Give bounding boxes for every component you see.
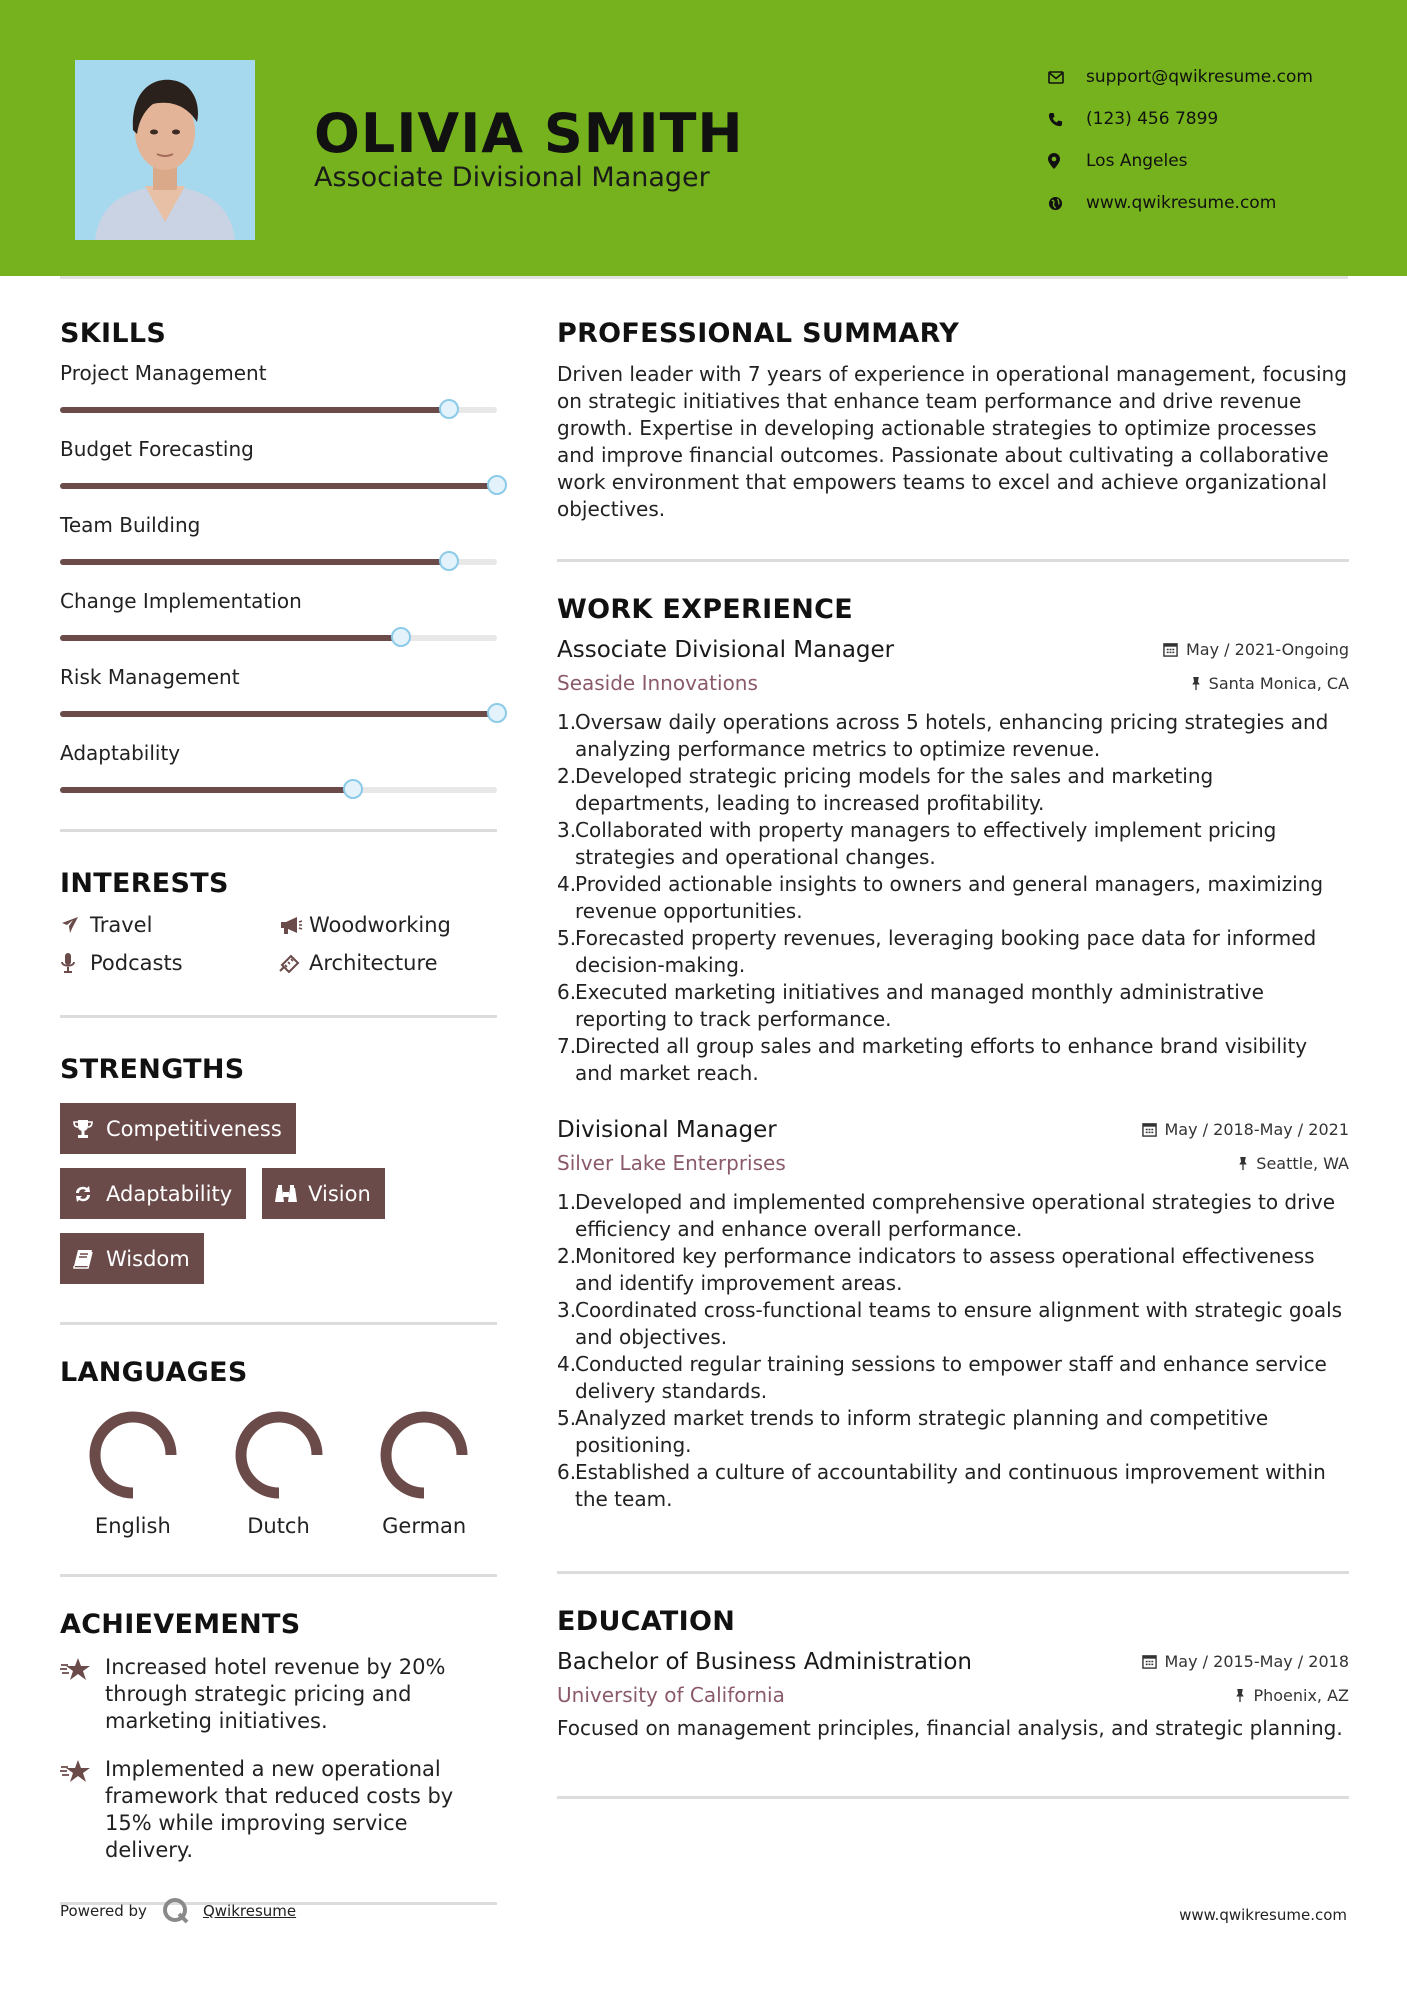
skill-name: Risk Management <box>60 665 240 689</box>
achievements-section <box>60 1609 497 1864</box>
language-item <box>206 1410 352 1538</box>
interests-list <box>60 913 497 975</box>
globe-icon <box>1048 196 1086 211</box>
language-ring <box>379 1410 469 1500</box>
refresh-icon <box>72 1184 106 1204</box>
job-bullets <box>557 709 1349 1087</box>
skill-name: Change Implementation <box>60 589 302 613</box>
languages-title: LANGUAGES <box>60 1357 248 1388</box>
contact-location <box>1048 140 1313 182</box>
job-bullet: 2. Monitored key performance indicators to assess operational effectiveness and identify improvement areas. <box>557 1244 1315 1295</box>
skill-bar <box>60 711 497 717</box>
calendar-icon <box>1142 1122 1157 1137</box>
job-date-text: May / 2018-May / 2021 <box>1164 1120 1349 1139</box>
powered-by-text: Powered by <box>60 1902 147 1920</box>
skill-item <box>60 589 497 665</box>
degree-title: Bachelor of Business Administration <box>557 1649 972 1675</box>
binoculars-icon <box>274 1184 308 1204</box>
profile-photo <box>75 60 255 240</box>
language-item <box>60 1410 206 1538</box>
pushpin-icon <box>1235 1688 1245 1703</box>
job-bullet: 4. Conducted regular training sessions to empower staff and enhance service delivery standards. <box>557 1352 1327 1403</box>
interest-label: Travel <box>90 913 153 937</box>
summary-title: PROFESSIONAL SUMMARY <box>557 318 960 349</box>
skill-bar <box>60 635 497 641</box>
contact-website[interactable] <box>1048 182 1313 224</box>
interest-item <box>60 913 279 937</box>
strength-label: Competitiveness <box>106 1116 282 1141</box>
calendar-icon <box>1142 1654 1157 1669</box>
skill-bar-knob[interactable] <box>439 551 459 571</box>
skill-bar <box>60 559 497 565</box>
language-ring <box>88 1410 178 1500</box>
contact-location-text: Los Angeles <box>1086 151 1188 171</box>
job-bullet: 6. Established a culture of accountability and continuous improvement within the team. <box>557 1460 1326 1511</box>
job-bullet: 7. Directed all group sales and marketing efforts to enhance brand visibility and market reach. <box>557 1034 1308 1085</box>
trophy-icon <box>72 1119 106 1139</box>
strength-tag <box>262 1168 385 1219</box>
job-bullet: 3. Coordinated cross-functional teams to ensure alignment with strategic goals and objectives. <box>557 1298 1343 1349</box>
company-name: Seaside Innovations <box>557 671 758 695</box>
map-pin-icon <box>1048 153 1086 169</box>
job-bullet: 5. Analyzed market trends to inform strategic planning and competitive positioning. <box>557 1406 1269 1457</box>
education-section <box>557 1606 1349 1742</box>
job-location-text: Seattle, WA <box>1256 1153 1349 1173</box>
job-bullet: 2. Developed strategic pricing models for the sales and marketing departments, leading to increased profitability. <box>557 764 1214 815</box>
interest-item <box>279 951 479 975</box>
language-name: German <box>382 1514 467 1538</box>
section-divider <box>557 1796 1349 1799</box>
job-bullet: 1. Developed and implemented comprehensive operational strategies to drive efficiency and enhance overall performance. <box>557 1190 1336 1241</box>
interest-label: Woodworking <box>309 913 451 937</box>
education-location-text: Phoenix, AZ <box>1253 1685 1349 1705</box>
achievement-item <box>60 1756 497 1864</box>
skill-name: Team Building <box>60 513 201 537</box>
education-text: Focused on management principles, financial analysis, and strategic planning. <box>557 1716 1343 1740</box>
footer-url[interactable]: www.qwikresume.com <box>1179 1906 1347 1924</box>
interests-section <box>60 868 497 975</box>
job-bullet: 4. Provided actionable insights to owners and general managers, maximizing revenue opportunities. <box>557 872 1324 923</box>
job-title: Divisional Manager <box>557 1117 777 1143</box>
school-name: University of California <box>557 1683 785 1707</box>
job-title: Associate Divisional Manager <box>557 637 895 663</box>
achievement-text: Implemented a new operational framework that reduced costs by 15% while improving service delivery. <box>105 1757 454 1862</box>
candidate-title: Associate Divisional Manager <box>314 162 710 193</box>
skill-item <box>60 513 497 589</box>
skill-bar-knob[interactable] <box>343 779 363 799</box>
job-bullets <box>557 1189 1349 1513</box>
contact-phone[interactable] <box>1048 98 1313 140</box>
job-date <box>1142 1120 1350 1139</box>
skill-name: Adaptability <box>60 741 181 765</box>
skill-bar-knob[interactable] <box>487 703 507 723</box>
achievement-text: Increased hotel revenue by 20% through strategic pricing and marketing initiatives. <box>105 1655 446 1733</box>
experience-title: WORK EXPERIENCE <box>557 594 853 625</box>
left-column <box>60 318 497 1905</box>
job-date <box>1163 640 1349 659</box>
star-icon <box>60 1756 105 1864</box>
ruler-pencil-icon <box>279 953 309 973</box>
pushpin-icon <box>1191 676 1201 691</box>
skill-bar-fill <box>60 635 401 641</box>
strength-label: Wisdom <box>106 1246 190 1271</box>
skill-bar-fill <box>60 787 353 793</box>
skill-bar-fill <box>60 483 497 489</box>
skill-item <box>60 665 497 741</box>
right-column <box>557 318 1349 1799</box>
strength-tag <box>60 1103 296 1154</box>
qwikresume-logo-icon <box>161 1896 191 1926</box>
achievements-title: ACHIEVEMENTS <box>60 1609 301 1640</box>
skills-list <box>60 361 497 817</box>
interest-item <box>279 913 479 937</box>
job-entry <box>557 637 1349 1087</box>
language-name: Dutch <box>247 1514 310 1538</box>
section-divider <box>60 1574 497 1577</box>
strength-label: Vision <box>308 1181 371 1206</box>
interest-item <box>60 951 279 975</box>
strength-label: Adaptability <box>106 1181 233 1206</box>
section-divider <box>557 1571 1349 1574</box>
job-location <box>1191 674 1349 693</box>
skill-bar <box>60 483 497 489</box>
achievement-item <box>60 1654 497 1735</box>
skill-bar <box>60 787 497 793</box>
section-divider <box>557 559 1349 562</box>
contact-email-text: support@qwikresume.com <box>1086 67 1313 87</box>
contact-website-text: www.qwikresume.com <box>1086 193 1277 213</box>
section-divider <box>60 1322 497 1325</box>
job-location <box>1238 1154 1349 1173</box>
strength-tag <box>60 1168 246 1219</box>
skill-bar-fill <box>60 711 497 717</box>
language-ring <box>234 1410 324 1500</box>
job-location-text: Santa Monica, CA <box>1208 673 1349 693</box>
summary-text: Driven leader with 7 years of experience in operational management, focusing on strategic initiatives that enhance team performance and drive revenue growth. Expertise in developing actionable strategies to optimize processes and improve financial outcomes. Passionate about cultivating a collaborative work environment that empowers teams to excel and achieve organizational objectives. <box>557 362 1347 521</box>
skill-item <box>60 741 497 817</box>
skill-name: Budget Forecasting <box>60 437 254 461</box>
header-banner <box>0 0 1407 276</box>
skill-bar-knob[interactable] <box>439 399 459 419</box>
job-date-text: May / 2021-Ongoing <box>1186 640 1349 659</box>
contact-email[interactable] <box>1048 56 1313 98</box>
strengths-title: STRENGTHS <box>60 1054 245 1085</box>
section-divider <box>60 829 497 832</box>
education-title: EDUCATION <box>557 1606 736 1637</box>
contact-list <box>1048 56 1313 224</box>
plane-icon <box>60 915 90 935</box>
job-bullet: 5. Forecasted property revenues, leveraging booking pace data for informed decision-making. <box>557 926 1317 977</box>
skill-item <box>60 437 497 513</box>
header-divider <box>60 276 1348 279</box>
experience-section <box>557 594 1349 1513</box>
education-date-text: May / 2015-May / 2018 <box>1164 1652 1349 1671</box>
job-bullet: 6. Executed marketing initiatives and managed monthly administrative reporting to track performance. <box>557 980 1264 1031</box>
job-entry <box>557 1117 1349 1513</box>
language-item <box>351 1410 497 1538</box>
contact-phone-text: (123) 456 7899 <box>1086 109 1219 129</box>
star-icon <box>60 1654 105 1735</box>
languages-section <box>60 1357 497 1538</box>
strengths-section <box>60 1054 497 1284</box>
calendar-icon <box>1163 642 1178 657</box>
interests-title: INTERESTS <box>60 868 229 899</box>
skill-bar <box>60 407 497 413</box>
envelope-icon <box>1048 71 1086 84</box>
megaphone-icon <box>279 915 309 935</box>
footer-powered-by <box>60 1896 296 1926</box>
pushpin-icon <box>1238 1156 1248 1171</box>
candidate-name: OLIVIA SMITH <box>314 102 744 165</box>
strength-tag <box>60 1233 204 1284</box>
skill-bar-fill <box>60 407 449 413</box>
interest-label: Architecture <box>309 951 438 975</box>
skills-section <box>60 318 497 817</box>
languages-list <box>60 1410 497 1538</box>
education-date <box>1142 1652 1350 1671</box>
skill-bar-fill <box>60 559 449 565</box>
interest-label: Podcasts <box>90 951 183 975</box>
company-name: Silver Lake Enterprises <box>557 1151 786 1175</box>
education-location <box>1235 1686 1349 1705</box>
skill-bar-knob[interactable] <box>487 475 507 495</box>
strengths-list <box>60 1103 497 1284</box>
language-name: English <box>94 1514 171 1538</box>
job-bullet: 1. Oversaw daily operations across 5 hotels, enhancing pricing strategies and analyzing performance metrics to optimize revenue. <box>557 710 1329 761</box>
microphone-icon <box>60 952 90 974</box>
qwikresume-link[interactable]: Qwikresume <box>202 1902 297 1920</box>
book-icon <box>72 1249 106 1269</box>
summary-section <box>557 318 1349 523</box>
skills-title: SKILLS <box>60 318 167 349</box>
skill-name: Project Management <box>60 361 267 385</box>
skill-item <box>60 361 497 437</box>
section-divider <box>60 1015 497 1018</box>
skill-bar-knob[interactable] <box>391 627 411 647</box>
job-bullet: 3. Collaborated with property managers to effectively implement pricing strategies and operational changes. <box>557 818 1277 869</box>
phone-icon <box>1048 112 1086 127</box>
